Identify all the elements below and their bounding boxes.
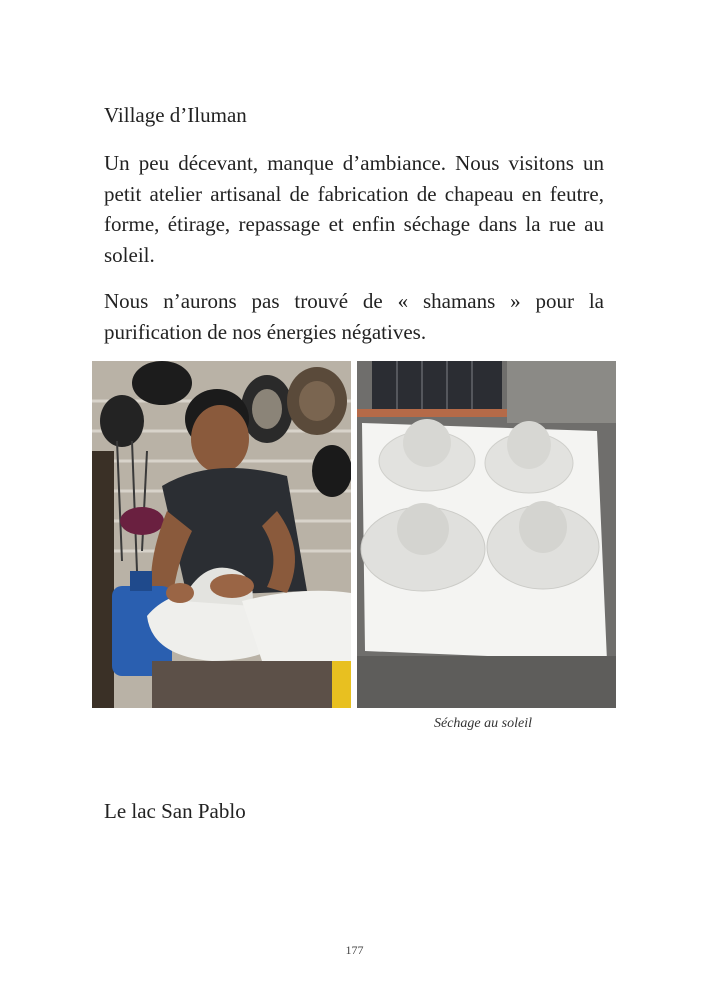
photo-artisan-shaping-hat bbox=[92, 361, 351, 708]
photo-hats-drying bbox=[357, 361, 616, 708]
photo-caption: Séchage au soleil bbox=[434, 716, 532, 731]
photo-hats-graphic bbox=[357, 361, 616, 708]
photo-artisan-graphic bbox=[92, 361, 351, 708]
page-number: 177 bbox=[345, 943, 364, 957]
paragraph-atelier: Un peu décevant, manque d’ambiance. Nous visitons un petit atelier artisanal de fabrication de chapeau en feutre, forme, étirage, repassage et enfin séchage dans la rue au soleil. bbox=[104, 151, 604, 267]
paragraph-shamans: Nous n’aurons pas trouvé de « shamans » pour la purification de nos énergies négatives. bbox=[104, 289, 604, 344]
section-title-iluman: Village d’Iluman bbox=[104, 103, 247, 127]
section-title-san-pablo: Le lac San Pablo bbox=[104, 799, 246, 823]
